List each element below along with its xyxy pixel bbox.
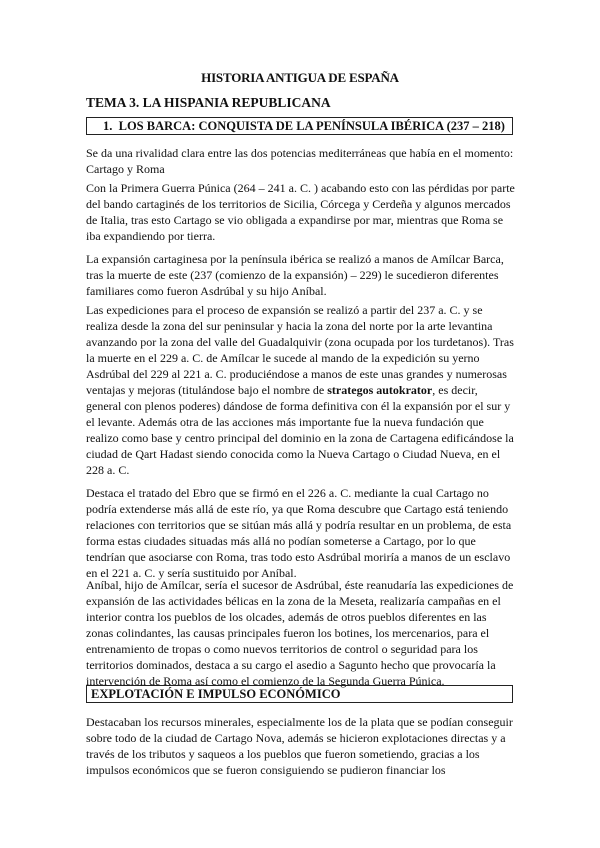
paragraph-ebro-treaty: Destaca el tratado del Ebro que se firmó en el 226 a. C. mediante la cual Cartago no podría extenderse más allá de este río, ya que Roma descubre que Cartago está teniendo relaciones con territorios que se sitúan más allá y podría resultar en un problema, de esta forma estas ciudades situadas más allá no podían someterse a Cartago, por lo que tendrían que asociarse con Roma, tras todo esto Asdrúbal moriría a manos de un esclavo en el 221 a. C. y sería sustituido por Aníbal. — [86, 486, 512, 580]
paragraph-expeditions — [86, 302, 516, 478]
paragraph-mineral-resources: Destacaban los recursos minerales, especialmente los de la plata que se podían conseguir sobre todo de la ciudad de Cartago Nova, además se hicieron explotaciones directas y a través de los tributos y saqueos a los pueblos que fueron sometiendo, gracias a los impulsos económicos que se fueron consiguiendo se pudieron financiar los — [86, 715, 513, 777]
paragraph-first-punic-war: Con la Primera Guerra Púnica (264 – 241 a. C. ) acabando esto con las pérdidas por parte del bando cartaginés de los territorios de Sicilia, Córcega y Cerdeña y algunos mercados de Italia, tras esto Cartago se vio obligada a expandirse por mar, mientras que Roma se iba expandiendo por tierra. — [86, 181, 515, 243]
paragraph-carthaginian-expansion: La expansión cartaginesa por la península ibérica se realizó a manos de Amílcar Barca, tras la muerte de este (237 (comienzo de la expansión) – 229) le sucedieron diferentes familiares como fueron Asdrúbal y su hijo Aníbal. — [86, 252, 504, 298]
term-strategos-autokrator: strategos autokrator — [327, 383, 433, 397]
paragraph-rivalry: Se da una rivalidad clara entre las dos potencias mediterráneas que había en el momento: Cartago y Roma — [86, 146, 514, 176]
paragraph-expeditions-part2: , es decir, general con plenos poderes) dándose de forma definitiva con él la expansión por el sur y el levante. Además otra de las acciones más importante fue la nueva fundación que realizo como base y centro principal del dominio en la zona de Cartagena edificándose la ciudad de Qart Hadast siendo conocida como la Nueva Cartago o Ciudad Nueva, en el 228 a. C. — [86, 383, 514, 477]
section-number: 1. — [103, 119, 113, 133]
section-heading-economy: EXPLOTACIÓN E IMPULSO ECONÓMICO — [86, 685, 513, 703]
paragraph-hannibal: Aníbal, hijo de Amílcar, sería el sucesor de Asdrúbal, éste reanudaría las expediciones de expansión de las actividades bélicas en la zona de la Meseta, realizaría campañas en el interior contra los pueblos de los olcades, además de otros pueblos diferentes en las zonas colindantes, las causas principales fueron los botines, los mercenarios, para el entrenamiento de tropas o como nuevos territorios de control o seguridad para los territorios dominados, destaca a su cargo el asedio a Sagunto hecho que provocaría la intervención de Roma así como el comienzo de la Segunda Guerra Púnica. — [86, 578, 514, 688]
theme-title: TEMA 3. LA HISPANIA REPUBLICANA — [86, 95, 331, 110]
document-title: HISTORIA ANTIGUA DE ESPAÑA — [201, 70, 399, 85]
section-heading-text: LOS BARCA: CONQUISTA DE LA PENÍNSULA IBÉRICA (237 – 218) — [118, 119, 505, 133]
paragraph-expeditions-part1: Las expediciones para el proceso de expansión se realizó a partir del 237 a. C. y se realiza desde la zona del sur peninsular y hacia la zona del norte por la arte levantina avanzando por la zona del valle del Guadalquivir (zona ocupada por los turdetanos). Tras la muerte en el 229 a. C. de Amílcar le sucede al mando de la expedición su yerno Asdrúbal del 229 al 221 a. C. produciéndose a manos de este unas grandes y numerosas ventajas y mejoras (titulándose bajo el nombre de — [86, 303, 514, 397]
section-heading-barca — [86, 117, 513, 135]
